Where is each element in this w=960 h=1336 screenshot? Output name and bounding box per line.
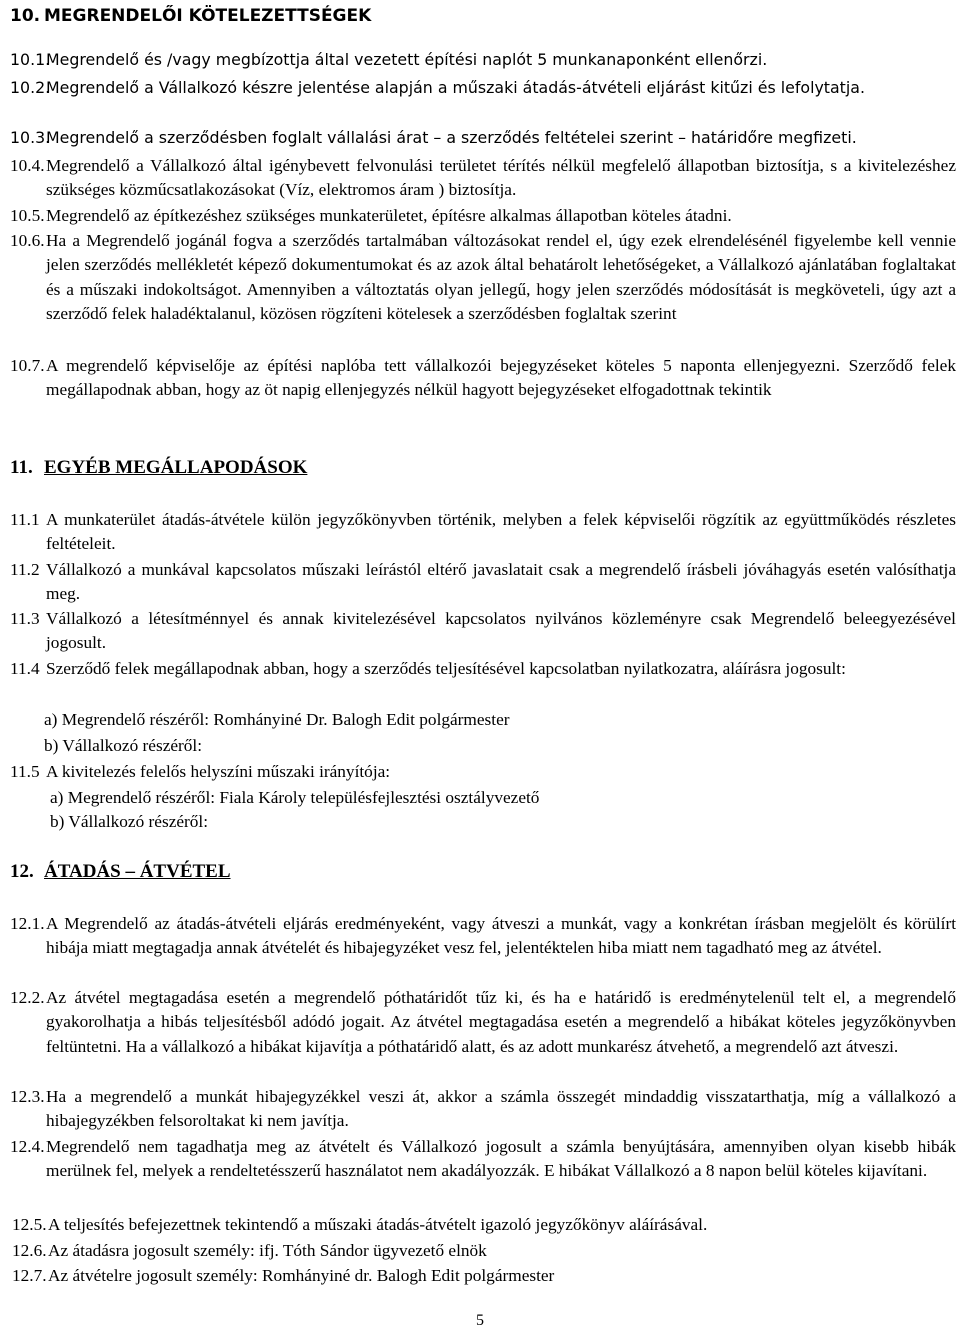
section-number: 12. xyxy=(10,861,34,882)
clause-12-2 xyxy=(10,986,956,1059)
section-title: ÁTADÁS – ÁTVÉTEL xyxy=(44,861,231,882)
clause-12-7 xyxy=(12,1264,958,1288)
section-10-heading xyxy=(10,4,371,28)
clause-text: Az átvétel megtagadása esetén a megrendelő póthatáridőt tűz ki, és ha e határidő is eredménytelenül telt el, a megrendelő gyakorolhatja a hibás teljesítésből adódó jogait. Az átvétel megtagadása esetén a megrendelő a hibákat köteles jegyzőkönyvben feltüntetni. Ha a vállalkozó a hibákat kijavítja a póthatáridő alatt, és az adott munkarész átvehető, a megrendelő azt átveszi. xyxy=(46,988,956,1056)
section-11-heading xyxy=(10,456,307,480)
clause-number: 10.7. xyxy=(10,356,45,375)
clause-text: Az átvételre jogosult személy: Romhányiné dr. Balogh Edit polgármester xyxy=(48,1266,555,1285)
section-title: MEGRENDELŐI KÖTELEZETTSÉGEK xyxy=(44,6,372,26)
clause-text: Megrendelő és /vagy megbízottja által vezetett építési naplót 5 munkanaponként ellenőrzi. xyxy=(46,50,768,69)
clause-11-3 xyxy=(10,607,956,656)
section-12-heading xyxy=(10,860,231,884)
clause-10-2 xyxy=(10,76,956,100)
clause-text: A kivitelezés felelős helyszíni műszaki irányítója: xyxy=(46,762,391,781)
signatory-contractor: b) Vállalkozó részéről: xyxy=(44,736,203,755)
clause-10-4 xyxy=(10,154,956,203)
clause-number: 10.1. xyxy=(10,50,51,69)
clause-text: Ha a Megrendelő jogánál fogva a szerződés tartalmában változásokat rendel el, úgy ezek elrendelésénél figyelembe kell vennie jelen szerződés mellékletét képező dokumentumokat és az azok által behatárolt lehetőségeket, a Vállalkozó ajánlatában foglaltakat és a műszaki indokoltságot. Amennyiben a változtatás olyan jellegű, hogy jelen szerződés módosítását is megköveteli, úgy azt a szerződő felek haladéktalanul, közösen rögzíteni kötelesek a szerződésben foglaltak szerint xyxy=(46,231,956,324)
clause-number: 12.4. xyxy=(10,1137,45,1156)
clause-text: Megrendelő a Vállalkozó által igénybevett felvonulási területet térítés nélkül megfelelő állapotban biztosítja, s a kivitelezéshez szükséges közműcsatlakozásokat (Víz, elektromos áram ) biztosítja. xyxy=(46,156,956,200)
clause-11-4 xyxy=(10,657,956,681)
clause-12-1 xyxy=(10,912,956,961)
clause-number: 12.1. xyxy=(10,914,45,933)
clause-number: 11.1 xyxy=(10,510,40,529)
clause-11-5 xyxy=(10,760,956,784)
clause-number: 12.6. xyxy=(12,1241,47,1260)
clause-10-7 xyxy=(10,354,956,403)
clause-number: 12.2. xyxy=(10,988,45,1007)
clause-number: 10.6. xyxy=(10,231,45,250)
site-manager-customer: a) Megrendelő részéről: Fiala Károly településfejlesztési osztályvezető xyxy=(50,788,540,807)
clause-number: 11.4 xyxy=(10,659,40,678)
clause-12-4 xyxy=(10,1135,956,1184)
clause-text: Megrendelő a Vállalkozó készre jelentése alapján a műszaki átadás-átvételi eljárást kitűzi és lefolytatja. xyxy=(46,78,865,97)
section-number: 10. xyxy=(10,6,41,26)
clause-10-6 xyxy=(10,229,956,327)
signatory-customer: a) Megrendelő részéről: Romhányiné Dr. Balogh Edit polgármester xyxy=(44,710,510,729)
clause-text: Megrendelő a szerződésben foglalt vállalási árat – a szerződés feltételei szerint – határidőre megfizeti. xyxy=(46,128,857,147)
clause-number: 11.5 xyxy=(10,762,40,781)
clause-12-3 xyxy=(10,1085,956,1134)
clause-text: Megrendelő nem tagadhatja meg az átvételt és Vállalkozó jogosult a számla benyújtására, amennyiben olyan kisebb hibák merülnek fel, melyek a rendeltetésszerű használatot nem akadályozzák. E hibákat Vállalkozó a 8 napon belül köteles kijavítani. xyxy=(46,1137,956,1181)
clause-10-1 xyxy=(10,48,956,72)
clause-text: Vállalkozó a létesítménnyel és annak kivitelezésével kapcsolatos nyilvános közleményre csak Megrendelő beleegyezésével jogosult. xyxy=(46,609,956,653)
clause-number: 12.5. xyxy=(12,1215,47,1234)
clause-text: Ha a megrendelő a munkát hibajegyzékkel veszi át, akkor a számla összegét mindaddig visszatarthatja, míg a vállalkozó a hibajegyzékben felsoroltakat ki nem javítja. xyxy=(46,1087,956,1131)
clause-text: Vállalkozó a munkával kapcsolatos műszaki leírástól eltérő javaslatait csak a megrendelő írásbeli jóváhagyás esetén valósíthatja meg. xyxy=(46,560,956,604)
clause-text: Szerződő felek megállapodnak abban, hogy a szerződés teljesítésével kapcsolatban nyilatkozatra, aláírásra jogosult: xyxy=(46,659,846,678)
clause-text: Az átadásra jogosult személy: ifj. Tóth Sándor ügyvezető elnök xyxy=(48,1241,487,1260)
clause-number: 12.7. xyxy=(12,1266,47,1285)
clause-number: 11.3 xyxy=(10,609,40,628)
section-number: 11. xyxy=(10,457,33,478)
clause-number: 10.5. xyxy=(10,206,45,225)
clause-text: A megrendelő képviselője az építési naplóba tett vállalkozói bejegyzéseket köteles 5 naponta ellenjegyezni. Szerződő felek megállapodnak abban, hogy az öt napig ellenjegyzés nélkül hagyott bejegyzéseket elfogadottnak tekintik xyxy=(46,356,956,400)
clause-number: 12.3. xyxy=(10,1087,45,1106)
clause-text: Megrendelő az építkezéshez szükséges munkaterületet, építésre alkalmas állapotban köteles átadni. xyxy=(46,206,732,225)
clause-number: 10.2. xyxy=(10,78,51,97)
clause-11-1 xyxy=(10,508,956,557)
clause-number: 11.2 xyxy=(10,560,40,579)
section-title: EGYÉB MEGÁLLAPODÁSOK xyxy=(44,457,308,478)
clause-text: A teljesítés befejezettnek tekintendő a műszaki átadás-átvételt igazoló jegyzőkönyv aláírásával. xyxy=(48,1215,708,1234)
clause-number: 10.3. xyxy=(10,128,51,147)
clause-number: 10.4. xyxy=(10,156,45,175)
clause-10-5 xyxy=(10,204,956,228)
clause-10-3 xyxy=(10,126,956,150)
page-number: 5 xyxy=(476,1312,484,1329)
clause-12-6 xyxy=(12,1239,958,1263)
clause-text: A munkaterület átadás-átvétele külön jegyzőkönyvben történik, melyben a felek képviselői rögzítik az együttműködés részletes feltételeit. xyxy=(46,510,956,554)
site-manager-contractor: b) Vállalkozó részéről: xyxy=(50,812,209,831)
clause-text: A Megrendelő az átadás-átvételi eljárás eredményeként, vagy átveszi a munkát, vagy a konkrétan írásban megjelölt és körülírt hibája miatt megtagadja annak átvételét és hibajegyzéket vesz fel, jelentéktelen hiba miatt nem tagadható meg az átvétel. xyxy=(46,914,956,958)
clause-11-2 xyxy=(10,558,956,607)
clause-12-5 xyxy=(12,1213,958,1237)
